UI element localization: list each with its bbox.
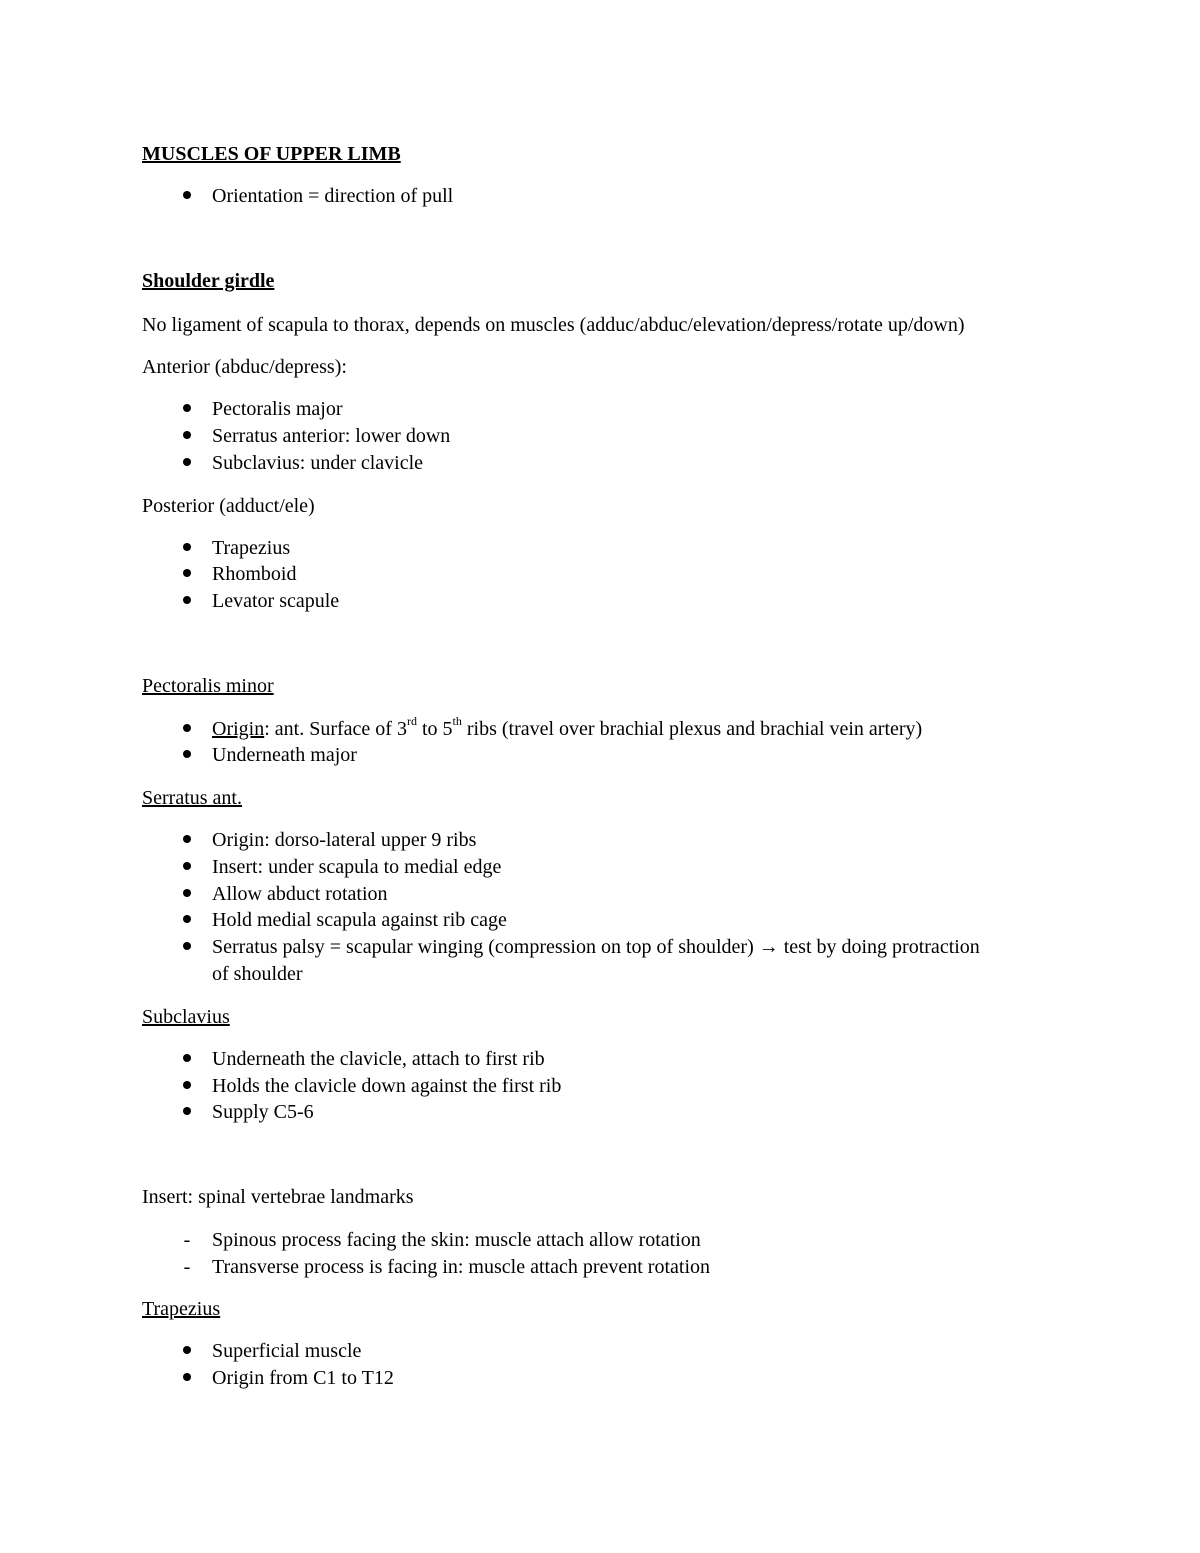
section-heading-subclavius: Subclavius (142, 1006, 230, 1028)
list-item: Levator scapule (212, 588, 339, 614)
dash-marker: - (183, 1229, 191, 1251)
list-item: Underneath major (212, 742, 357, 768)
bullet-icon (174, 588, 200, 614)
list-item: Underneath the clavicle, attach to first rib (212, 1046, 545, 1072)
bullet-icon (174, 934, 200, 960)
bullet-icon (174, 742, 200, 768)
list-item: Serratus palsy = scapular winging (compression on top of shoulder) → test by doing protraction (212, 934, 980, 960)
list-item: Origin: ant. Surface of 3rd to 5th ribs (travel over brachial plexus and brachial vein artery) (212, 716, 922, 742)
list-item: Origin from C1 to T12 (212, 1365, 394, 1391)
bullet-icon (174, 450, 200, 476)
list-item: - Transverse process is facing in: muscle attach prevent rotation (212, 1254, 710, 1280)
bullet-icon (174, 1046, 200, 1072)
bullet-icon (174, 827, 200, 853)
section-heading-serratus-ant: Serratus ant. (142, 787, 242, 809)
list-item: Pectoralis major (212, 396, 343, 422)
list-item: Trapezius (212, 535, 290, 561)
bullet-icon (174, 1073, 200, 1099)
subsection-label: Anterior (abduc/depress): (142, 356, 347, 378)
subsection-label: Insert: spinal vertebrae landmarks (142, 1186, 414, 1208)
bullet-icon (174, 854, 200, 880)
list-item: Supply C5-6 (212, 1099, 314, 1125)
bullet-icon (174, 183, 200, 209)
bullet-icon (174, 716, 200, 742)
paragraph: No ligament of scapula to thorax, depends on muscles (adduc/abduc/elevation/depress/rotate up/down) (142, 314, 965, 336)
list-item: Holds the clavicle down against the first rib (212, 1073, 561, 1099)
bullet-icon (174, 535, 200, 561)
bullet-icon (174, 561, 200, 587)
bullet-icon (174, 1365, 200, 1391)
list-item: Superficial muscle (212, 1338, 361, 1364)
document-title: MUSCLES OF UPPER LIMB (142, 143, 401, 165)
bullet-icon (174, 1099, 200, 1125)
list-item: Insert: under scapula to medial edge (212, 854, 501, 880)
subsection-label: Posterior (adduct/ele) (142, 495, 315, 517)
section-heading-shoulder-girdle: Shoulder girdle (142, 270, 275, 292)
bullet-icon (174, 423, 200, 449)
list-item: - Spinous process facing the skin: muscle attach allow rotation (212, 1227, 701, 1253)
list-item: Rhomboid (212, 561, 296, 587)
list-item: Subclavius: under clavicle (212, 450, 423, 476)
bullet-icon (174, 881, 200, 907)
list-item: Orientation = direction of pull (212, 183, 453, 209)
section-heading-trapezius: Trapezius (142, 1298, 221, 1320)
dash-marker: - (183, 1256, 191, 1278)
section-heading-pectoralis-minor: Pectoralis minor (142, 675, 274, 697)
list-item: Hold medial scapula against rib cage (212, 907, 507, 933)
list-item: Allow abduct rotation (212, 881, 388, 907)
bullet-icon (174, 1338, 200, 1364)
list-item-continuation: of shoulder (212, 963, 303, 985)
list-item: Serratus anterior: lower down (212, 423, 450, 449)
bullet-icon (174, 907, 200, 933)
list-item: Origin: dorso-lateral upper 9 ribs (212, 827, 476, 853)
bullet-icon (174, 396, 200, 422)
